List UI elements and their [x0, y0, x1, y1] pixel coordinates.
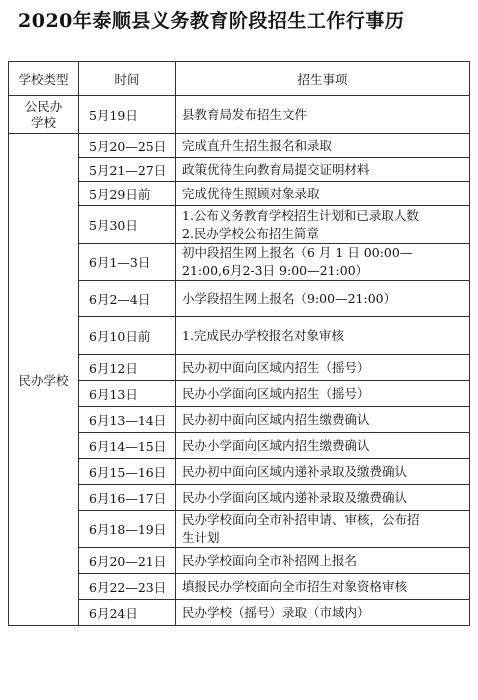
header-time: 时间 — [79, 62, 176, 96]
time-cell: 5月21—27日 — [79, 158, 176, 182]
time-cell: 6月16—17日 — [79, 485, 176, 511]
header-school-type: 学校类型 — [9, 62, 79, 96]
item-cell — [176, 433, 470, 459]
school-type-cell: 民办学校 — [9, 134, 79, 626]
time-cell: 5月20—25日 — [79, 134, 176, 158]
item-text-line: 初中段招生网上报名（6 月 1 日 00:00— — [182, 245, 413, 260]
table-row — [9, 244, 470, 281]
time-cell: 6月20—21日 — [79, 548, 176, 574]
table-row — [9, 96, 470, 134]
table-row — [9, 381, 470, 407]
item-cell — [176, 574, 470, 600]
time-cell: 5月19日 — [79, 96, 176, 134]
table-row — [9, 433, 470, 459]
item-text-line: 完成优待生照顾对象录取 — [182, 185, 320, 201]
item-cell — [176, 244, 470, 281]
item-cell — [176, 182, 470, 206]
item-text-line: 完成直升生招生报名和录取 — [182, 137, 333, 153]
item-text-line: 民办小学面向区域内招生缴费确认 — [182, 437, 370, 453]
item-text-line: 21:00,6月2-3日 9:00—21:00） — [182, 263, 369, 278]
item-text-line: 2.民办学校公布招生简章 — [182, 225, 319, 241]
time-cell: 6月14—15日 — [79, 433, 176, 459]
table-row — [9, 407, 470, 433]
item-text-line: 民办小学面向区域内递补录取及缴费确认 — [182, 489, 408, 505]
item-text-line: 民办学校（摇号）录取（市域内） — [182, 604, 370, 620]
table-row — [9, 548, 470, 574]
school-type-public: 公民办学校 — [24, 98, 63, 130]
time-cell: 6月13—14日 — [79, 407, 176, 433]
item-text-line: 民办初中面向区域内递补录取及缴费确认 — [182, 463, 408, 479]
item-cell — [176, 407, 470, 433]
item-cell — [176, 206, 470, 244]
table-row — [9, 459, 470, 485]
item-cell — [176, 600, 470, 626]
table-row — [9, 574, 470, 600]
time-cell: 6月10日前 — [79, 317, 176, 355]
header-item: 招生事项 — [176, 62, 470, 96]
time-cell: 6月2—4日 — [79, 281, 176, 317]
item-text-line: 民办学校面向全市补招申请、审核，公布招 — [182, 512, 420, 527]
item-cell — [176, 459, 470, 485]
time-cell: 6月1—3日 — [79, 244, 176, 281]
item-text-line: 小学段招生网上报名（9:00—21:00） — [182, 290, 397, 306]
item-text-line: 1.公布义务教育学校招生计划和已录取人数 — [182, 207, 419, 223]
time-cell: 6月22—23日 — [79, 574, 176, 600]
time-cell: 5月29日前 — [79, 182, 176, 206]
page-title: 2020年泰顺县义务教育阶段招生工作行事历 — [18, 10, 405, 32]
item-cell — [176, 317, 470, 355]
time-cell: 6月12日 — [79, 355, 176, 381]
table-row — [9, 134, 470, 158]
item-text-line: 生计划 — [182, 530, 220, 545]
table-row — [9, 511, 470, 548]
item-cell — [176, 548, 470, 574]
table-row — [9, 485, 470, 511]
table-header-row — [9, 62, 470, 96]
item-cell: 县教育局发布招生文件 — [176, 96, 470, 134]
table-row — [9, 182, 470, 206]
table-row — [9, 317, 470, 355]
item-cell — [176, 158, 470, 182]
table-row — [9, 355, 470, 381]
item-text-line: 民办学校面向全市补招网上报名 — [182, 552, 358, 568]
item-cell — [176, 281, 470, 317]
school-type-cell — [9, 96, 79, 134]
item-text-line: 民办初中面向区域内招生缴费确认 — [182, 411, 370, 427]
table-row — [9, 158, 470, 182]
item-cell — [176, 381, 470, 407]
item-text-line: 民办初中面向区域内招生（摇号） — [182, 359, 370, 375]
time-cell: 6月24日 — [79, 600, 176, 626]
item-text-line: 政策优待生向教育局提交证明材料 — [182, 161, 370, 177]
item-cell — [176, 511, 470, 548]
item-text-line: 1.完成民办学校报名对象审核 — [182, 327, 344, 343]
time-cell: 6月13日 — [79, 381, 176, 407]
item-text-line: 填报民办学校面向全市招生对象资格审核 — [182, 578, 408, 594]
table-row — [9, 281, 470, 317]
table-row — [9, 206, 470, 244]
item-cell — [176, 485, 470, 511]
item-text-line: 民办小学面向区域内招生（摇号） — [182, 385, 370, 401]
time-cell: 6月18—19日 — [79, 511, 176, 548]
item-cell — [176, 134, 470, 158]
time-cell: 6月15—16日 — [79, 459, 176, 485]
item-cell — [176, 355, 470, 381]
table-row — [9, 600, 470, 626]
time-cell: 5月30日 — [79, 206, 176, 244]
schedule-table — [8, 61, 470, 626]
